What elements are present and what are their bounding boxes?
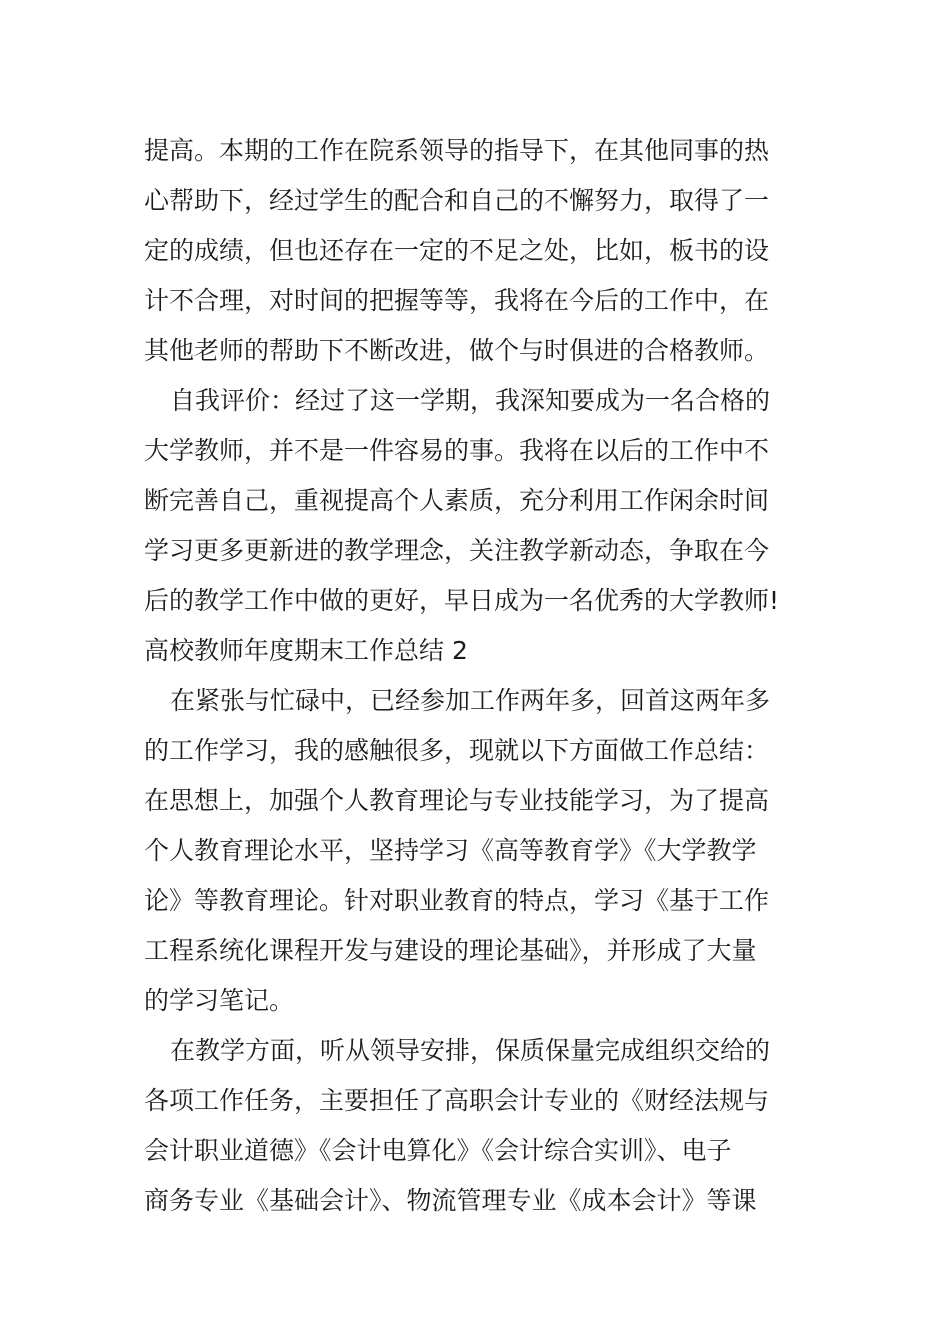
text-line: 断完善自己，重视提高个人素质，充分利用工作闲余时间 xyxy=(144,486,770,515)
text-line: 大学教师，并不是一件容易的事。我将在以后的工作中不 xyxy=(144,436,770,465)
text-line: 个人教育理论水平，坚持学习《高等教育学》《大学教学 xyxy=(144,836,757,865)
text-line: 商务专业《基础会计》、物流管理专业《成本会计》等课 xyxy=(144,1186,757,1215)
text-line: 工程系统化课程开发与建设的理论基础》，并形成了大量 xyxy=(144,936,757,965)
text-line: 在思想上，加强个人教育理论与专业技能学习，为了提高 xyxy=(144,786,770,815)
text-line: 在紧张与忙碌中，已经参加工作两年多，回首这两年多 xyxy=(170,686,771,715)
text-line: 的工作学习，我的感触很多，现就以下方面做工作总结： xyxy=(144,736,770,765)
text-line: 定的成绩，但也还存在一定的不足之处，比如，板书的设 xyxy=(144,236,770,265)
text-line: 提高。本期的工作在院系领导的指导下，在其他同事的热 xyxy=(144,136,770,165)
text-line: 自我评价：经过了这一学期，我深知要成为一名合格的 xyxy=(170,386,771,415)
text-line: 其他老师的帮助下不断改进，做个与时俱进的合格教师。 xyxy=(144,336,770,365)
text-line: 论》等教育理论。针对职业教育的特点，学习《基于工作 xyxy=(144,886,770,915)
text-line: 会计职业道德》《会计电算化》《会计综合实训》、电子 xyxy=(144,1136,732,1165)
text-line: 学习更多更新进的教学理念，关注教学新动态，争取在今 xyxy=(144,536,770,565)
text-line: 的学习笔记。 xyxy=(144,986,295,1015)
text-line: 后的教学工作中做的更好，早日成为一名优秀的大学教师! xyxy=(144,586,780,615)
text-line: 各项工作任务，主要担任了高职会计专业的《财经法规与 xyxy=(144,1086,770,1115)
text-line: 心帮助下，经过学生的配合和自己的不懈努力，取得了一 xyxy=(144,186,770,215)
text-line: 计不合理，对时间的把握等等，我将在今后的工作中，在 xyxy=(144,286,770,315)
document-body xyxy=(144,126,804,1226)
text-line: 在教学方面，听从领导安排，保质保量完成组织交给的 xyxy=(170,1036,771,1065)
text-line: 高校教师年度期末工作总结 2 xyxy=(144,636,468,665)
